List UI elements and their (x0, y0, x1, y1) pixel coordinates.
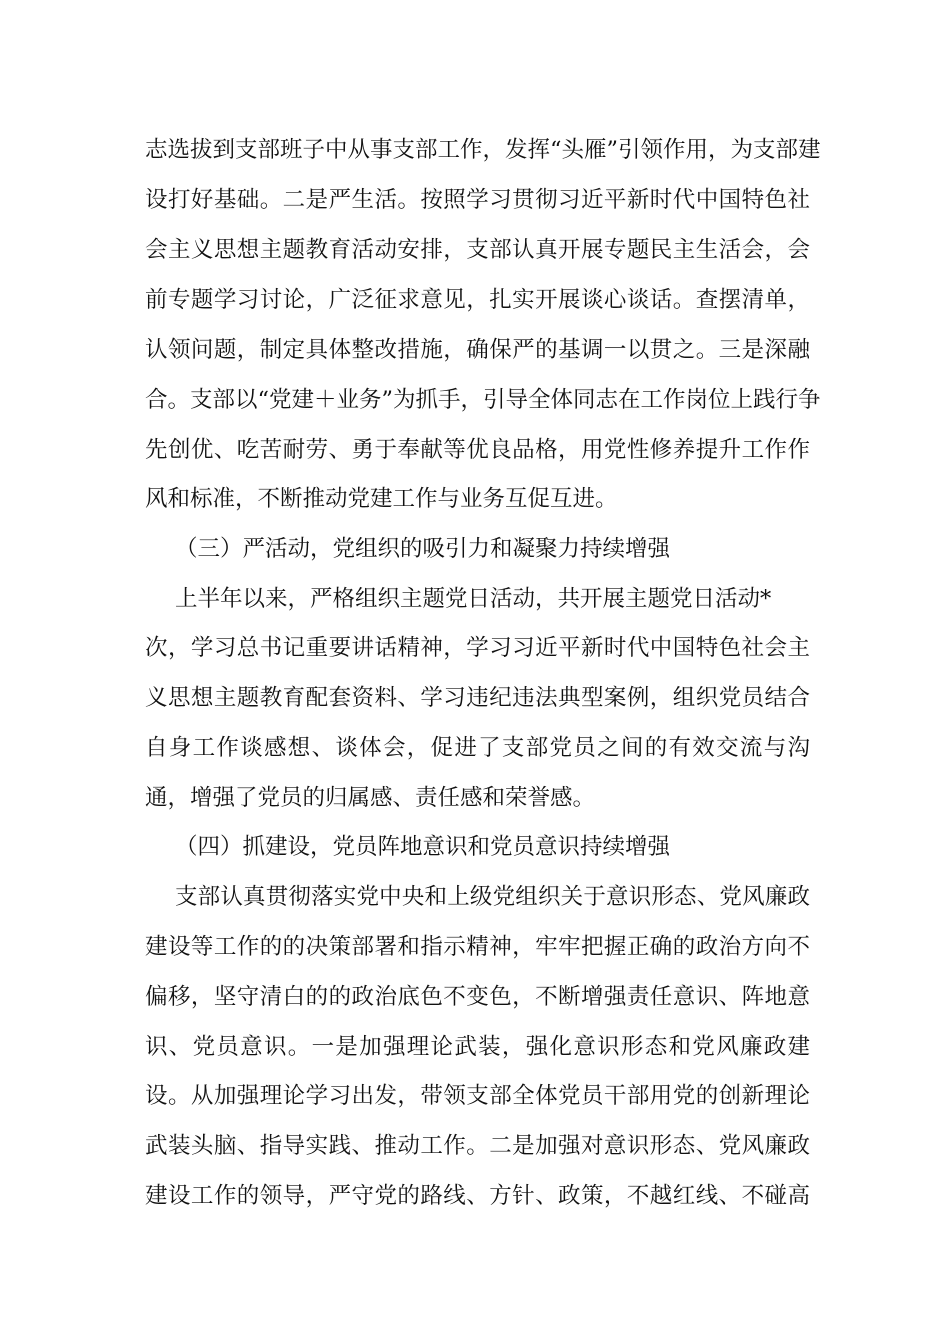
body-text-line: 武装头脑、指导实践、推动工作。二是加强对意识形态、党风廉政 (145, 1133, 810, 1159)
body-text-line: 偏移，坚守清白的的政治底色不变色，不断增强责任意识、阵地意 (145, 984, 810, 1010)
body-text-line: 义思想主题教育配套资料、学习违纪违法典型案例，组织党员结合 (145, 685, 810, 711)
section-heading-3: （三）严活动，党组织的吸引力和凝聚力持续增强 (175, 536, 671, 562)
body-text-line: 会主义思想主题教育活动安排，支部认真开展专题民主生活会，会 (145, 237, 810, 263)
body-text-line: 认领问题，制定具体整改措施，确保严的基调一以贯之。三是深融 (145, 337, 810, 363)
body-text-line: 合。支部以“党建＋业务”为抓手，引导全体同志在工作岗位上践行争 (145, 387, 821, 413)
body-text-line: 识、党员意识。一是加强理论武装，强化意识形态和党风廉政建 (145, 1034, 810, 1060)
body-text-line: 支部认真贯彻落实党中央和上级党组织关于意识形态、党风廉政 (175, 884, 810, 910)
body-text-line: 志选拔到支部班子中从事支部工作，发挥“头雁”引领作用，为支部建 (145, 137, 821, 163)
body-text-line: 风和标准，不断推动党建工作与业务互促互进。 (145, 486, 618, 512)
body-text-line: 自身工作谈感想、谈体会，促进了支部党员之间的有效交流与沟 (145, 735, 810, 761)
body-text-line: 设打好基础。二是严生活。按照学习贯彻习近平新时代中国特色社 (145, 187, 810, 213)
section-heading-4: （四）抓建设，党员阵地意识和党员意识持续增强 (175, 834, 671, 860)
body-text-line: 建设等工作的的决策部署和指示精神，牢牢把握正确的政治方向不 (145, 934, 810, 960)
body-text-line: 先创优、吃苦耐劳、勇于奉献等优良品格，用党性修养提升工作作 (145, 437, 810, 463)
body-text-line: 上半年以来，严格组织主题党日活动，共开展主题党日活动* (175, 586, 772, 612)
body-text-line: 建设工作的领导，严守党的路线、方针、政策，不越红线、不碰高 (145, 1183, 810, 1209)
body-text-line: 设。从加强理论学习出发，带领支部全体党员干部用党的创新理论 (145, 1083, 810, 1109)
body-text-line: 前专题学习讨论，广泛征求意见，扎实开展谈心谈话。查摆清单， (145, 287, 810, 313)
body-text-line: 通，增强了党员的归属感、责任感和荣誉感。 (145, 785, 596, 811)
body-text-line: 次，学习总书记重要讲话精神，学习习近平新时代中国特色社会主 (145, 635, 810, 661)
